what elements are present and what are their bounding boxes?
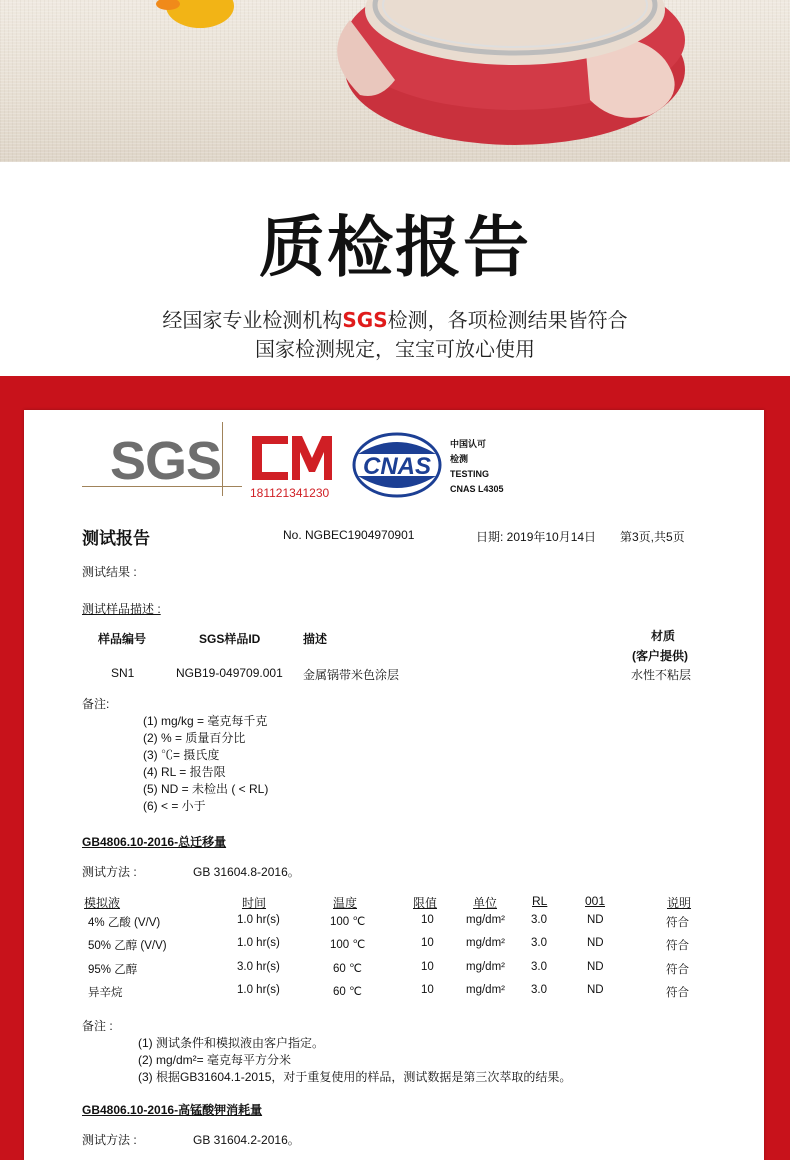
subtitle-brand: SGS — [342, 308, 388, 332]
sample-sgs-id: NGB19-049709.001 — [176, 666, 283, 680]
cnas-caption — [450, 437, 504, 497]
report-number: No. NGBEC1904970901 — [283, 528, 415, 542]
table-cell: 10 — [421, 961, 434, 973]
subtitle-line-1 — [0, 304, 790, 333]
section2-method: GB 31604.2-2016。 — [193, 1133, 300, 1147]
section2-method-label: 测试方法 : — [82, 1133, 137, 1147]
report-title: 测试报告 — [82, 529, 150, 548]
table-cell: 10 — [421, 984, 434, 996]
sgs-logo-text: SGS — [110, 431, 222, 491]
sample-header-desc: 描述 — [303, 632, 328, 646]
table-cell: mg/dm² — [466, 937, 505, 949]
subtitle-text-before: 经国家专业检测机构 — [162, 308, 343, 332]
table-cell: mg/dm² — [466, 984, 505, 996]
note-item: (1) mg/kg = 毫克每千克 — [143, 714, 268, 728]
cnas-caption-line: TESTING — [450, 469, 490, 479]
sample-header-material: 材质 — [651, 629, 676, 643]
table-cell: 50% 乙醇 (V/V) — [88, 940, 167, 952]
note-item: (3) ℃= 摄氏度 — [143, 748, 220, 762]
sample-desc-label: 测试样品描述 : — [82, 602, 161, 616]
section1-method-label: 测试方法 : — [82, 865, 137, 879]
cnas-mark-icon — [352, 432, 442, 498]
notes-label: 备注: — [82, 697, 110, 711]
table-header-temp: 温度 — [333, 896, 358, 910]
cnas-caption-line: 检测 — [450, 454, 469, 464]
cnas-logo-text: CNAS — [362, 453, 432, 480]
table-cell: ND — [587, 961, 604, 973]
sample-header-no: 样品编号 — [98, 632, 147, 646]
table-cell: 符合 — [666, 940, 689, 952]
cma-number: 181121341230 — [250, 486, 330, 500]
sample-material: 水性不粘层 — [631, 668, 692, 682]
section1-note: (1) 测试条件和模拟液由客户指定。 — [138, 1036, 325, 1050]
table-cell: 1.0 hr(s) — [237, 937, 280, 949]
result-label: 测试结果 : — [82, 565, 137, 579]
hero-photo — [0, 0, 790, 162]
table-header-remark: 说明 — [667, 896, 692, 910]
table-header-rl: RL — [532, 894, 548, 908]
note-item: (6) < = 小于 — [143, 799, 206, 813]
cnas-logo — [352, 432, 442, 498]
table-header-001: 001 — [585, 894, 606, 908]
note-item: (2) % = 质量百分比 — [143, 731, 246, 745]
table-cell: 100 ℃ — [330, 916, 366, 928]
subtitle-line-2: 国家检测规定，宝宝可放心使用 — [255, 337, 535, 361]
table-cell: 符合 — [666, 964, 689, 976]
table-cell: ND — [587, 937, 604, 949]
cnas-caption-line: 中国认可 — [450, 439, 487, 449]
note-item: (4) RL = 报告限 — [143, 765, 226, 779]
sample-desc: 金属锅带米色涂层 — [303, 668, 400, 682]
table-cell: 10 — [421, 937, 434, 949]
table-cell: 1.0 hr(s) — [237, 984, 280, 996]
sample-no: SN1 — [111, 666, 135, 680]
table-cell: 3.0 — [531, 961, 547, 973]
sample-header-sgs-id: SGS样品ID — [199, 632, 261, 646]
table-cell: ND — [587, 984, 604, 996]
report-paper — [24, 410, 764, 1160]
table-cell: 3.0 — [531, 984, 547, 996]
section1-note: (2) mg/dm²= 毫克每平方分米 — [138, 1053, 292, 1067]
table-cell: 4% 乙酸 (V/V) — [88, 917, 161, 929]
table-header-limit: 限值 — [413, 896, 438, 910]
sgs-logo — [82, 420, 242, 498]
cnas-caption-line: CNAS L4305 — [450, 484, 504, 494]
section1-notes-label: 备注 : — [82, 1019, 113, 1033]
table-cell: 符合 — [666, 917, 689, 929]
report-page: 第3页,共5页 — [620, 530, 685, 544]
casserole-pot-illustration — [0, 0, 790, 162]
section1-method: GB 31604.8-2016。 — [193, 865, 300, 879]
table-cell: mg/dm² — [466, 961, 505, 973]
table-header-time: 时间 — [242, 896, 267, 910]
table-cell: 1.0 hr(s) — [237, 914, 280, 926]
table-cell: 10 — [421, 914, 434, 926]
table-cell: mg/dm² — [466, 914, 505, 926]
table-cell: 100 ℃ — [330, 939, 366, 951]
report-date: 日期: 2019年10月14日 — [476, 530, 597, 544]
page-title: 质检报告 — [259, 209, 531, 286]
table-cell: ND — [587, 914, 604, 926]
table-cell: 3.0 — [531, 914, 547, 926]
table-cell: 60 ℃ — [333, 986, 362, 998]
section1-title: GB4806.10-2016-总迁移量 — [82, 835, 227, 849]
table-cell: 60 ℃ — [333, 963, 362, 975]
table-cell: 异辛烷 — [88, 987, 123, 999]
table-header-medium: 模拟液 — [84, 896, 121, 910]
sample-header-material-note: (客户提供) — [632, 649, 688, 663]
note-item: (5) ND = 未检出 ( < RL) — [143, 782, 269, 796]
subtitle-text-after: 检测，各项检测结果皆符合 — [387, 308, 628, 332]
section2-title: GB4806.10-2016-高锰酸钾消耗量 — [82, 1103, 263, 1117]
table-cell: 95% 乙醇 — [88, 964, 138, 976]
sgs-logo-rule-vertical — [222, 422, 223, 496]
table-cell: 符合 — [666, 987, 689, 999]
table-header-unit: 单位 — [473, 896, 498, 910]
table-cell: 3.0 hr(s) — [237, 961, 280, 973]
section1-note: (3) 根据GB31604.1-2015，对于重复使用的样品，测试数据是第三次萃取的结果。 — [138, 1070, 572, 1084]
table-cell: 3.0 — [531, 937, 547, 949]
cma-logo — [248, 430, 344, 500]
cma-mark-icon — [248, 430, 344, 486]
